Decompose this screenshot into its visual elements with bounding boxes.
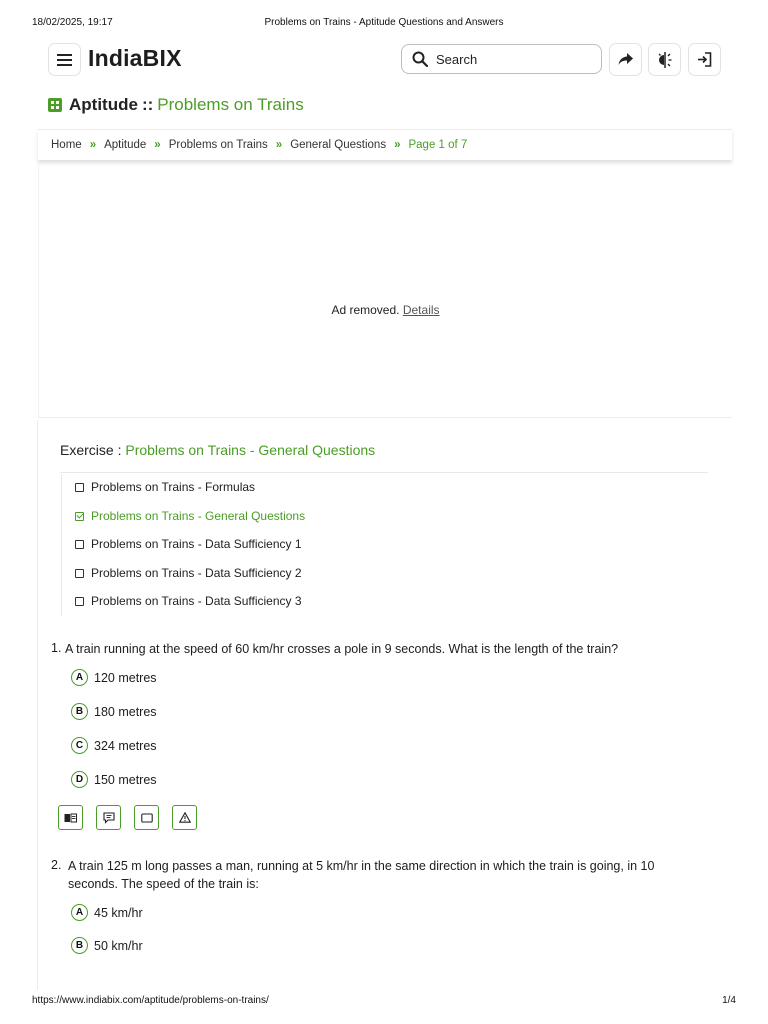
question-number: 2.: [51, 858, 62, 872]
theme-toggle-button[interactable]: [648, 43, 681, 76]
option-text: 180 metres: [94, 704, 157, 719]
ad-removed-text: Ad removed.: [331, 303, 400, 317]
print-url: https://www.indiabix.com/aptitude/problems-on-trains/: [32, 995, 269, 1006]
page-title-topic: Problems on Trains: [157, 95, 304, 114]
discussion-button[interactable]: [96, 805, 121, 830]
option-letter-badge: A: [71, 669, 88, 686]
option-letter-badge: B: [71, 937, 88, 954]
option-b[interactable]: [71, 937, 143, 954]
grid-icon: [48, 98, 62, 112]
search-icon: [412, 51, 428, 67]
breadcrumb-home[interactable]: Home: [51, 139, 82, 151]
menu-icon: [57, 54, 72, 66]
exercise-item-label: Problems on Trains - General Questions: [91, 509, 306, 523]
print-page-number: 1/4: [722, 995, 736, 1006]
share-icon: [618, 53, 633, 66]
breadcrumb-general-questions[interactable]: General Questions: [290, 139, 387, 151]
login-icon: [697, 52, 712, 67]
option-a[interactable]: [71, 669, 157, 686]
report-icon: [179, 812, 191, 823]
print-doc-title: Problems on Trains - Aptitude Questions and Answers: [264, 17, 504, 28]
checked-checkbox-icon: [75, 512, 84, 521]
breadcrumb-separator: »: [89, 139, 97, 151]
question-text: A train running at the speed of 60 km/hr crosses a pole in 9 seconds. What is the length of the train?: [65, 642, 619, 656]
exercise-item-data-sufficiency-1[interactable]: [75, 537, 302, 551]
breadcrumb-aptitude[interactable]: Aptitude: [104, 139, 147, 151]
content-divider: [37, 420, 38, 990]
exercise-list-rail: [61, 474, 62, 616]
checkbox-icon: [75, 540, 84, 549]
page-title-section: Aptitude: [69, 95, 138, 114]
option-b[interactable]: [71, 703, 157, 720]
exercise-item-label: Problems on Trains - Data Sufficiency 1: [91, 537, 302, 551]
exercise-item-label: Problems on Trains - Data Sufficiency 2: [91, 566, 302, 580]
workspace-button[interactable]: [134, 805, 159, 830]
workspace-icon: [141, 813, 153, 823]
option-letter-badge: C: [71, 737, 88, 754]
question-number: 1.: [51, 641, 62, 655]
option-letter-badge: B: [71, 703, 88, 720]
print-datetime: 18/02/2025, 19:17: [32, 17, 113, 28]
ad-details-link[interactable]: Details: [402, 303, 440, 317]
breadcrumb-current-page: Page 1 of 7: [408, 139, 468, 151]
question-text-line-1: A train 125 m long passes a man, running at 5 km/hr in the same direction in which the train is going, in 10: [68, 859, 655, 873]
option-a[interactable]: [71, 904, 143, 921]
share-button[interactable]: [609, 43, 642, 76]
view-answer-button[interactable]: [58, 805, 83, 830]
report-button[interactable]: [172, 805, 197, 830]
option-text: 50 km/hr: [94, 938, 143, 953]
checkbox-icon: [75, 483, 84, 492]
site-logo[interactable]: IndiaBIX: [88, 45, 182, 71]
checkbox-icon: [75, 569, 84, 578]
breadcrumb-problems-on-trains[interactable]: Problems on Trains: [168, 139, 268, 151]
page-title-separator: ::: [141, 95, 154, 114]
print-footer: [32, 995, 736, 1009]
exercise-divider: [60, 472, 708, 473]
ad-placeholder: [38, 162, 732, 418]
exercise-item-general-questions[interactable]: [75, 509, 305, 523]
page-title: [48, 95, 304, 115]
option-letter-badge: A: [71, 904, 88, 921]
option-c[interactable]: [71, 737, 157, 754]
ad-notice: [39, 303, 732, 317]
exercise-item-data-sufficiency-2[interactable]: [75, 566, 302, 580]
answer-book-icon: [64, 813, 77, 823]
search-label: Search: [436, 51, 478, 67]
breadcrumb-separator: »: [394, 139, 401, 151]
option-text: 150 metres: [94, 772, 157, 787]
breadcrumb: [38, 129, 732, 160]
breadcrumb-separator: »: [275, 139, 283, 151]
exercise-item-data-sufficiency-3[interactable]: [75, 594, 302, 608]
search-input[interactable]: [401, 44, 602, 74]
print-header: [32, 17, 736, 31]
exercise-item-label: Problems on Trains - Data Sufficiency 3: [91, 594, 302, 608]
menu-button[interactable]: [48, 43, 81, 76]
option-text: 324 metres: [94, 738, 157, 753]
option-letter-badge: D: [71, 771, 88, 788]
exercise-item-label: Problems on Trains - Formulas: [91, 480, 256, 494]
option-text: 45 km/hr: [94, 905, 143, 920]
exercise-title: Problems on Trains - General Questions: [125, 442, 376, 458]
option-d[interactable]: [71, 771, 157, 788]
exercise-label: Exercise :: [60, 442, 122, 458]
checkbox-icon: [75, 597, 84, 606]
theme-toggle-icon: [656, 51, 674, 69]
exercise-heading: [60, 442, 375, 458]
option-text: 120 metres: [94, 670, 157, 685]
login-button[interactable]: [688, 43, 721, 76]
question-text-line-2: seconds. The speed of the train is:: [68, 877, 259, 891]
exercise-item-formulas[interactable]: [75, 480, 255, 494]
breadcrumb-separator: »: [154, 139, 161, 151]
discussion-icon: [103, 812, 115, 824]
